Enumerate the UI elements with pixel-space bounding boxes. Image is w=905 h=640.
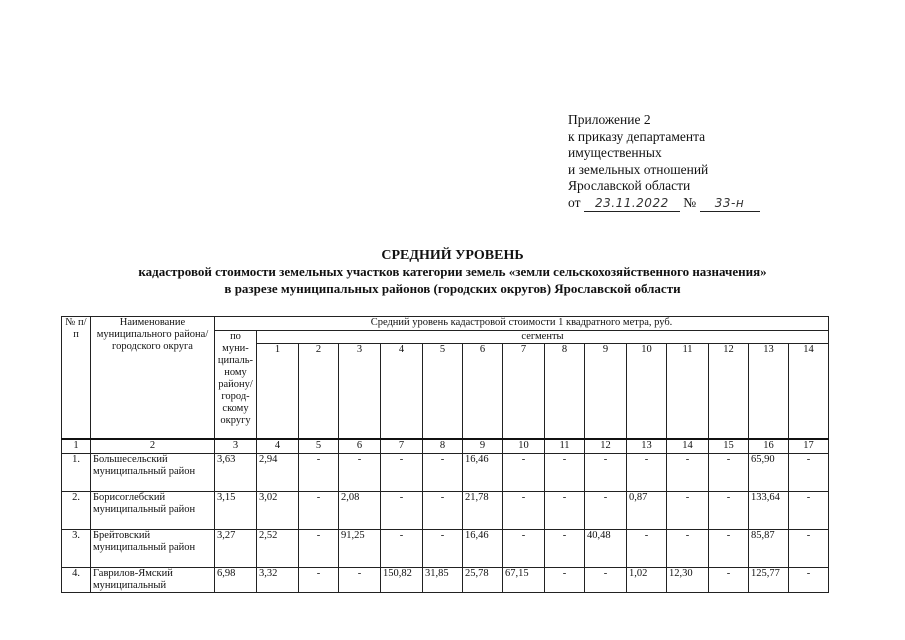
row-name: Большесельский муниципальный район: [91, 453, 215, 491]
header-segments: сегменты: [257, 331, 829, 344]
segment-value: -: [423, 529, 463, 567]
segment-value: 21,78: [463, 491, 503, 529]
segment-header: 6: [463, 344, 503, 439]
segment-value: -: [709, 529, 749, 567]
appendix-line: к приказу департамента: [568, 128, 706, 144]
segment-value: 2,52: [257, 529, 299, 567]
segment-value: -: [423, 491, 463, 529]
segment-header: 1: [257, 344, 299, 439]
segment-value: 125,77: [749, 567, 789, 592]
table-row: [62, 529, 829, 567]
segment-value: 3,32: [257, 567, 299, 592]
column-number: 10: [503, 439, 545, 454]
segment-value: -: [299, 567, 339, 592]
segment-value: -: [667, 453, 709, 491]
segment-value: -: [503, 453, 545, 491]
segment-value: 40,48: [585, 529, 627, 567]
appendix-line: Приложение 2: [568, 112, 651, 127]
column-number: 4: [257, 439, 299, 454]
segment-value: -: [667, 491, 709, 529]
column-number: 2: [91, 439, 215, 454]
row-district-value: 3,27: [215, 529, 257, 567]
row-name: Борисоглебский муниципальный район: [91, 491, 215, 529]
appendix-block: [568, 112, 760, 212]
segment-value: 16,46: [463, 453, 503, 491]
segment-header: 12: [709, 344, 749, 439]
segment-value: -: [423, 453, 463, 491]
column-number: 7: [381, 439, 423, 454]
appendix-line: имущественных: [568, 145, 662, 160]
column-number: 13: [627, 439, 667, 454]
segment-value: -: [585, 567, 627, 592]
segment-header: 10: [627, 344, 667, 439]
handwritten-number: 33-н: [700, 195, 760, 213]
segment-value: 1,02: [627, 567, 667, 592]
header-name: Наименование муниципального района/ городского округа: [91, 317, 215, 439]
row-number: 3.: [62, 529, 91, 567]
segment-value: 16,46: [463, 529, 503, 567]
segment-value: -: [299, 453, 339, 491]
segment-value: -: [585, 453, 627, 491]
segment-header: 5: [423, 344, 463, 439]
appendix-line: и земельных отношений: [568, 161, 709, 177]
segment-value: 2,08: [339, 491, 381, 529]
column-number: 15: [709, 439, 749, 454]
segment-header: 11: [667, 344, 709, 439]
segment-value: -: [299, 491, 339, 529]
row-district-value: 3,63: [215, 453, 257, 491]
row-district-value: 3,15: [215, 491, 257, 529]
segment-value: -: [503, 491, 545, 529]
table-row: [62, 453, 829, 491]
row-number: 2.: [62, 491, 91, 529]
segment-header: 9: [585, 344, 627, 439]
segment-header: 7: [503, 344, 545, 439]
segment-value: -: [709, 453, 749, 491]
handwritten-date: 23.11.2022: [584, 195, 680, 213]
column-number: 1: [62, 439, 91, 454]
header-district: по муни-ципаль-ному району/ город-скому округу: [215, 331, 257, 439]
column-number: 8: [423, 439, 463, 454]
number-label: №: [683, 194, 697, 210]
segment-value: -: [503, 529, 545, 567]
column-number: 17: [789, 439, 829, 454]
segment-value: -: [789, 453, 829, 491]
date-prefix: от: [568, 194, 581, 210]
row-district-value: 6,98: [215, 567, 257, 592]
segment-value: 85,87: [749, 529, 789, 567]
appendix-date-line: [568, 195, 760, 213]
segment-value: -: [627, 529, 667, 567]
segment-value: 31,85: [423, 567, 463, 592]
segment-header: 3: [339, 344, 381, 439]
column-number: 9: [463, 439, 503, 454]
segment-value: -: [381, 491, 423, 529]
segment-value: 0,87: [627, 491, 667, 529]
column-number: 11: [545, 439, 585, 454]
segment-value: -: [789, 491, 829, 529]
segment-value: -: [545, 453, 585, 491]
table-body: [62, 317, 829, 593]
column-number: 16: [749, 439, 789, 454]
appendix-line: Ярославской области: [568, 178, 691, 193]
segment-value: -: [709, 491, 749, 529]
segment-value: -: [299, 529, 339, 567]
column-number: 14: [667, 439, 709, 454]
segment-value: -: [789, 567, 829, 592]
segment-value: -: [585, 491, 627, 529]
segment-header: 4: [381, 344, 423, 439]
row-name: Гаврилов-Ямский муниципальный: [91, 567, 215, 592]
table-row: [62, 491, 829, 529]
segment-value: -: [545, 529, 585, 567]
column-number: 5: [299, 439, 339, 454]
segment-value: 12,30: [667, 567, 709, 592]
segment-value: -: [381, 529, 423, 567]
document-title: СРЕДНИЙ УРОВЕНЬ: [381, 248, 524, 263]
cost-table: [61, 316, 829, 593]
segment-value: -: [709, 567, 749, 592]
segment-value: 2,94: [257, 453, 299, 491]
document-subtitle: кадастровой стоимости земельных участков категории земель «земли сельскохозяйственного назначения»: [138, 264, 767, 279]
segment-header: 13: [749, 344, 789, 439]
segment-value: -: [381, 453, 423, 491]
segment-value: -: [339, 567, 381, 592]
header-num: № п/п: [62, 317, 91, 439]
segment-value: 133,64: [749, 491, 789, 529]
segment-header: 2: [299, 344, 339, 439]
row-number: 1.: [62, 453, 91, 491]
segment-value: 91,25: [339, 529, 381, 567]
segment-value: 3,02: [257, 491, 299, 529]
segment-value: -: [545, 567, 585, 592]
column-number: 12: [585, 439, 627, 454]
segment-value: 65,90: [749, 453, 789, 491]
segment-value: -: [667, 529, 709, 567]
segment-value: -: [339, 453, 381, 491]
header-main: Средний уровень кадастровой стоимости 1 квадратного метра, руб.: [215, 317, 829, 331]
segment-value: 25,78: [463, 567, 503, 592]
segment-value: -: [789, 529, 829, 567]
segment-value: 67,15: [503, 567, 545, 592]
table-row: [62, 567, 829, 592]
column-number: 6: [339, 439, 381, 454]
segment-value: 150,82: [381, 567, 423, 592]
segment-value: -: [545, 491, 585, 529]
column-number: 3: [215, 439, 257, 454]
segment-header: 14: [789, 344, 829, 439]
document-subtitle-2: в разрезе муниципальных районов (городских округов) Ярославской области: [224, 281, 681, 296]
row-number: 4.: [62, 567, 91, 592]
segment-value: -: [627, 453, 667, 491]
row-name: Брейтовский муниципальный район: [91, 529, 215, 567]
segment-header: 8: [545, 344, 585, 439]
